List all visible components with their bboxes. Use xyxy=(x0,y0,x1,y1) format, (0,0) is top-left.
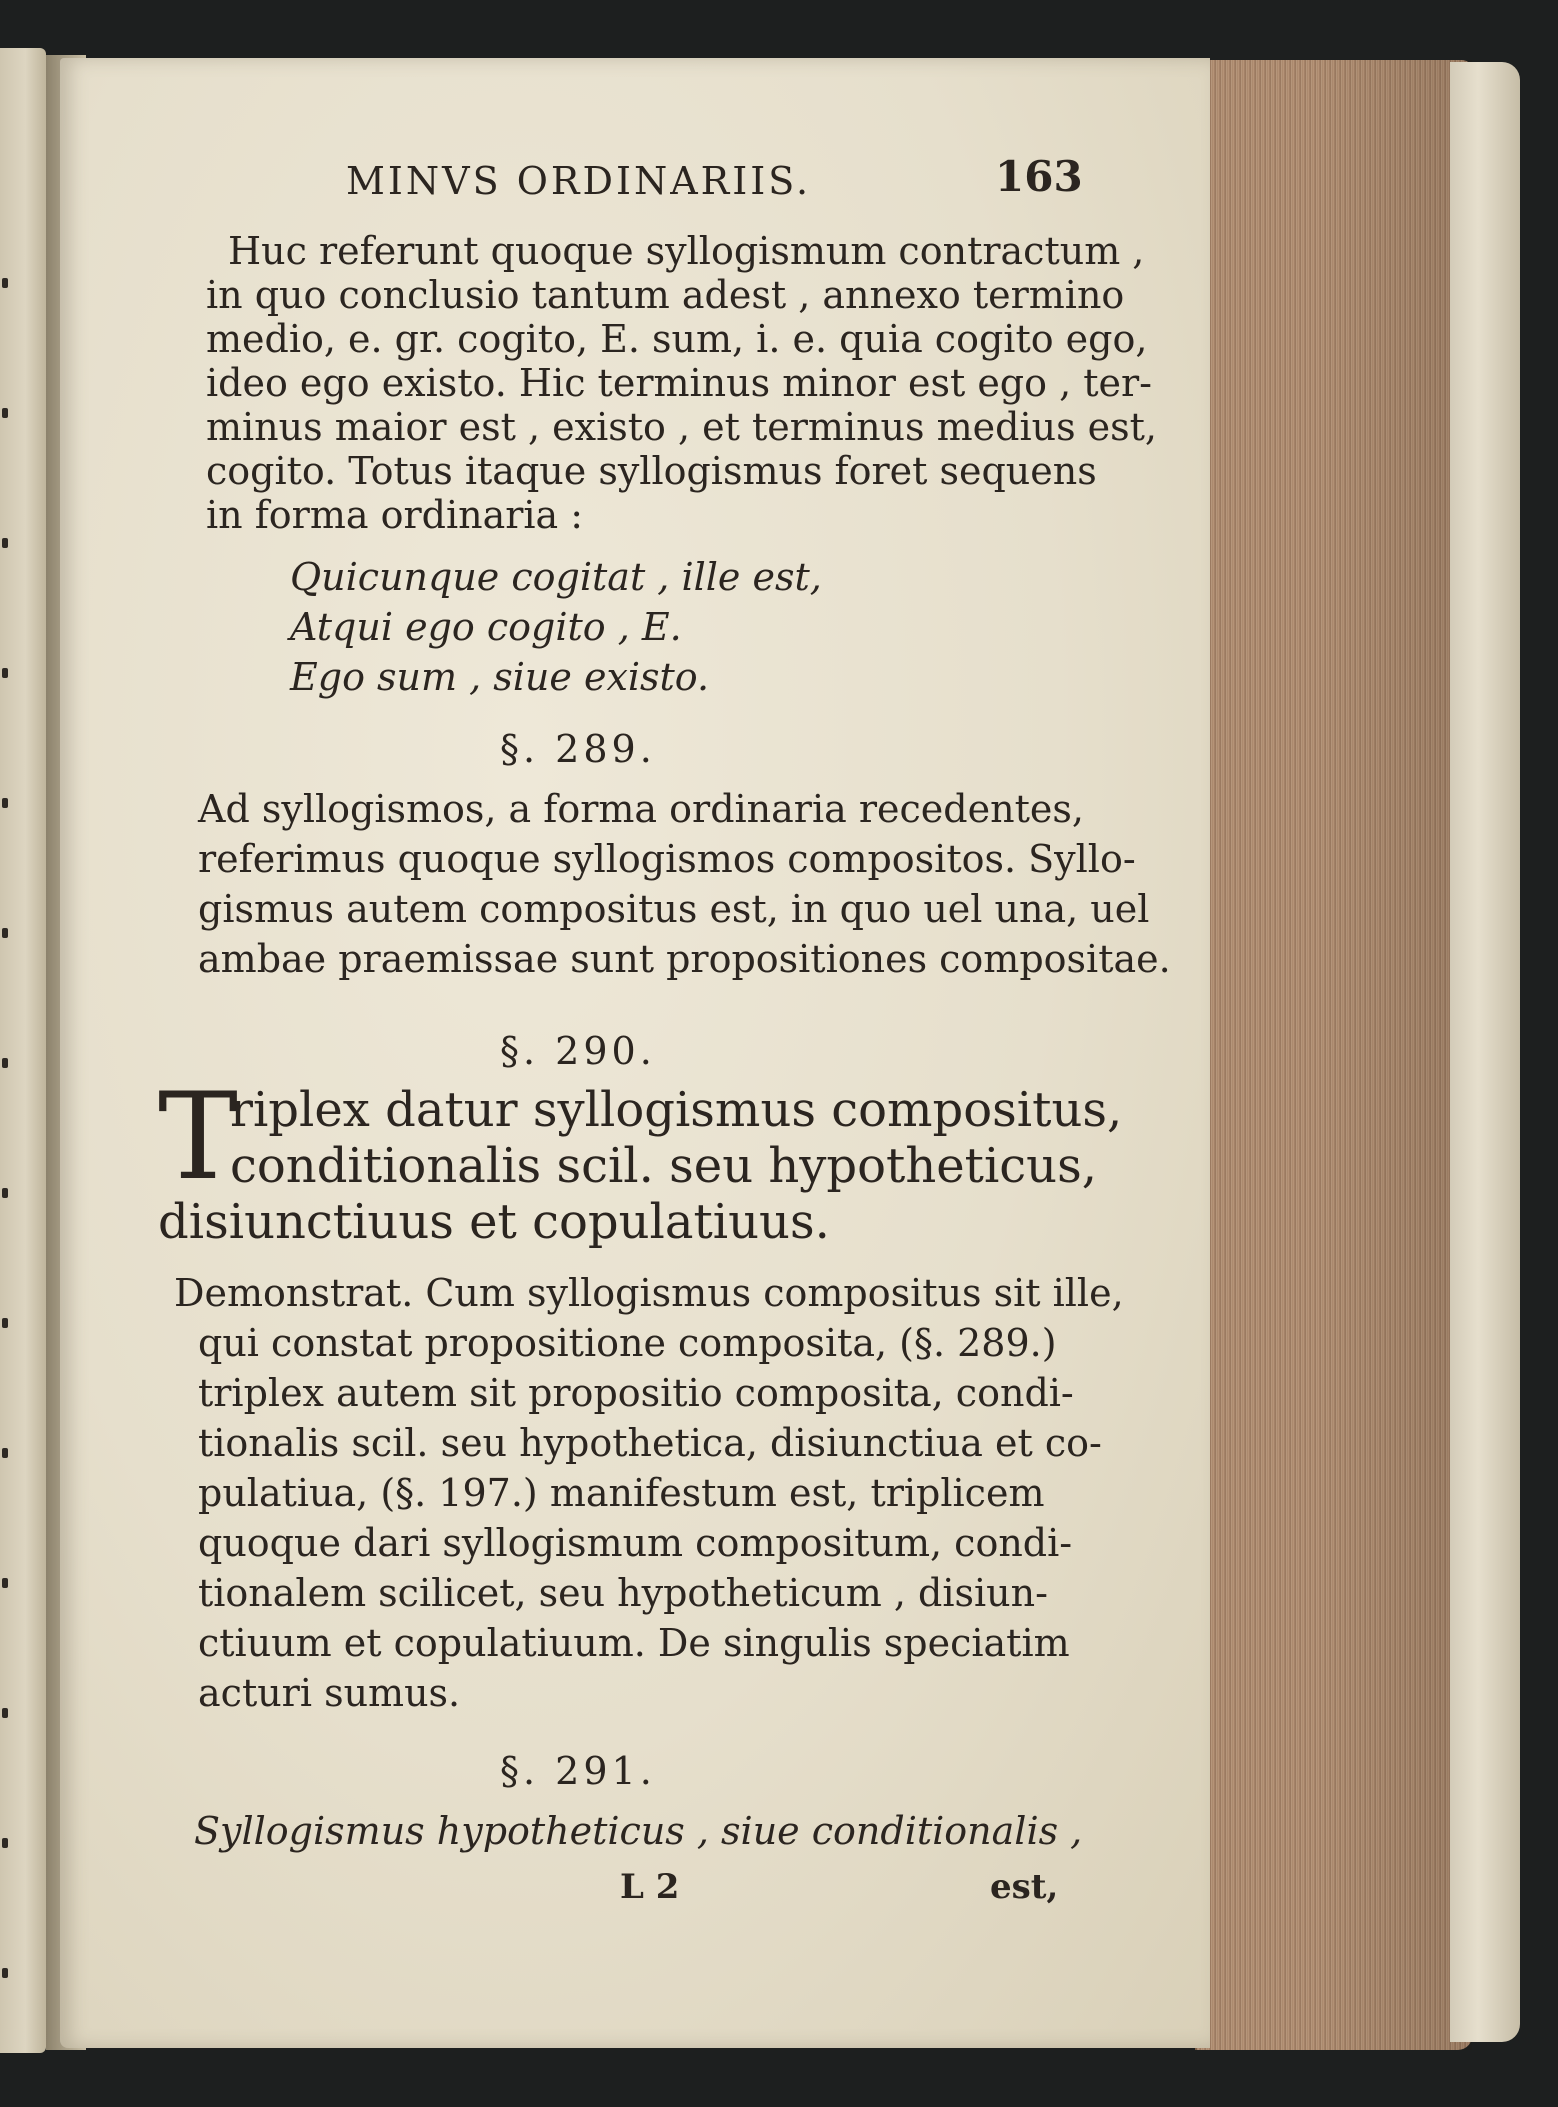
text-line: Syllogismus hypotheticus , siue conditionalis , xyxy=(194,1809,1083,1853)
section-heading: §. 289. xyxy=(500,727,656,771)
text-line: Demonstrat. Cum syllogismus compositus sit ille, xyxy=(174,1271,1124,1315)
previous-page-edge xyxy=(0,48,46,2053)
text-line: referimus quoque syllogismos compositos. Syllo- xyxy=(198,837,1136,881)
text-line: qui constat propositione composita, (§. 289.) xyxy=(198,1321,1057,1365)
text-line: minus maior est , existo , et terminus medius est, xyxy=(206,405,1158,449)
text-line: acturi sumus. xyxy=(198,1671,461,1715)
text-line: cogito. Totus itaque syllogismus foret sequens xyxy=(206,449,1097,493)
text-line: Ad syllogismos, a forma ordinaria recedentes, xyxy=(198,787,1084,831)
text-line: tionalis scil. seu hypothetica, disiunctiua et co- xyxy=(198,1421,1102,1465)
section-heading: §. 291. xyxy=(500,1749,656,1793)
section-heading: §. 290. xyxy=(500,1029,656,1073)
text-line: ambae praemissae sunt propositiones compositae. xyxy=(198,937,1171,981)
text-line: pulatiua, (§. 197.) manifestum est, triplicem xyxy=(198,1471,1045,1515)
page-number: 163 xyxy=(995,152,1083,201)
text-line: ctiuum et copulatiuum. De singulis speciatim xyxy=(198,1621,1070,1665)
text-line: triplex autem sit propositio composita, condi- xyxy=(198,1371,1074,1415)
text-line: in forma ordinaria : xyxy=(206,493,584,537)
book-cover-edge xyxy=(1450,62,1520,2042)
drop-cap: T xyxy=(158,1068,239,1207)
text-line: conditionalis scil. seu hypotheticus, xyxy=(230,1138,1097,1194)
text-line: Huc referunt quoque syllogismum contractum , xyxy=(228,229,1145,273)
syllogism-line: Ego sum , siue existo. xyxy=(290,655,710,699)
text-line: tionalem scilicet, seu hypotheticum , disiun- xyxy=(198,1571,1048,1615)
text-line: ideo ego existo. Hic terminus minor est ego , ter- xyxy=(206,361,1153,405)
signature-mark: L 2 xyxy=(620,1867,680,1907)
syllogism-line: Quicunque cogitat , ille est, xyxy=(290,555,822,599)
previous-page-text-fragments xyxy=(2,278,16,2098)
page-block-edges xyxy=(1195,60,1472,2050)
syllogism-line: Atqui ego cogito , E. xyxy=(290,605,682,649)
book-page xyxy=(60,58,1210,2048)
text-line: gismus autem compositus est, in quo uel una, uel xyxy=(198,887,1150,931)
text-line: disiunctiuus et copulatiuus. xyxy=(158,1194,830,1250)
catchword: est, xyxy=(990,1867,1059,1907)
running-title: MINVS ORDINARIIS. xyxy=(346,159,812,203)
text-line: quoque dari syllogismum compositum, condi- xyxy=(198,1521,1073,1565)
text-line: riplex datur syllogismus compositus, xyxy=(230,1082,1123,1138)
text-line: in quo conclusio tantum adest , annexo termino xyxy=(206,273,1125,317)
text-line: medio, e. gr. cogito, E. sum, i. e. quia cogito ego, xyxy=(206,317,1148,361)
